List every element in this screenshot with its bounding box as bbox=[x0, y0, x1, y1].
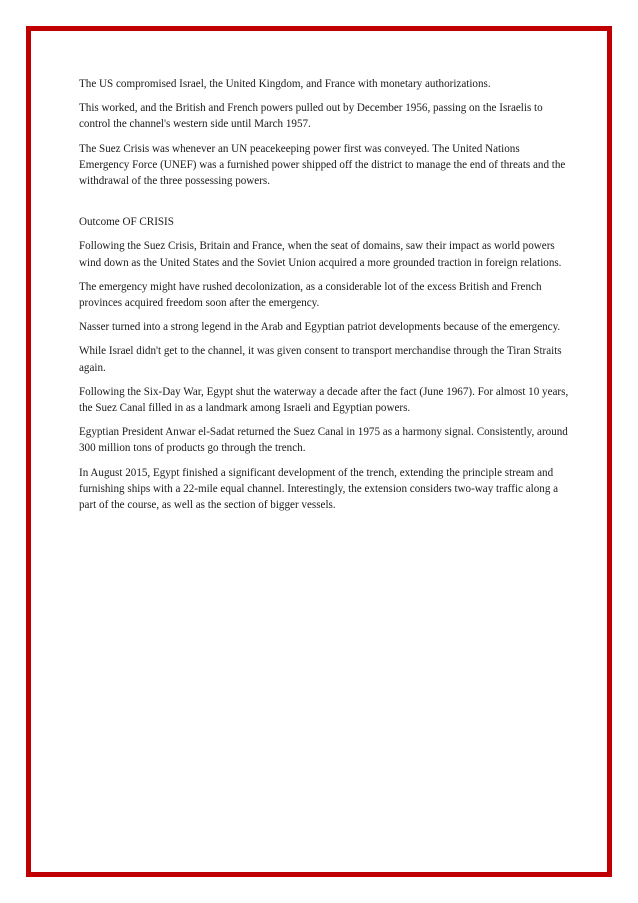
paragraph: In August 2015, Egypt finished a significant development of the trench, extending the principle stream and furnishing ships with a 22-mile equal channel. Interestingly, the extension considers two-way traffic along a part of the course, as well as the section of bigger vessels. bbox=[79, 466, 559, 512]
paragraph: Following the Six-Day War, Egypt shut the waterway a decade after the fact (June 1967). For almost 10 years, the Suez Canal filled in as a landmark among Israeli and Egyptian powers. bbox=[79, 385, 569, 415]
paragraph: The Suez Crisis was whenever an UN peacekeeping power first was conveyed. The United Nations Emergency Force (UNEF) was a furnished power shipped off the district to manage the end of threats and the withdrawal of the three possessing powers. bbox=[79, 142, 566, 188]
paragraph: While Israel didn't get to the channel, it was given consent to transport merchandise through the Tiran Straits again. bbox=[79, 345, 562, 374]
paragraph: Egyptian President Anwar el-Sadat returned the Suez Canal in 1975 as a harmony signal. Consistently, around 300 million tons of products go through the trench. bbox=[79, 426, 568, 455]
paragraph: Nasser turned into a strong legend in the Arab and Egyptian patriot developments because of the emergency. bbox=[79, 321, 561, 334]
paragraph: The US compromised Israel, the United Kingdom, and France with monetary authorizations. bbox=[79, 78, 491, 90]
paragraph: The emergency might have rushed decolonization, as a considerable lot of the excess British and French provinces acquired freedom soon after the emergency. bbox=[79, 280, 542, 310]
paragraph: Following the Suez Crisis, Britain and France, when the seat of domains, saw their impact as world powers wind down as the United States and the Soviet Union acquired a more grounded traction in foreign relations. bbox=[79, 240, 562, 269]
section-heading: Outcome OF CRISIS bbox=[79, 216, 174, 229]
paragraph: This worked, and the British and French powers pulled out by December 1956, passing on the Israelis to control the channel's western side until March 1957. bbox=[79, 102, 543, 131]
section-spacer bbox=[79, 197, 569, 214]
document-body bbox=[79, 76, 569, 521]
